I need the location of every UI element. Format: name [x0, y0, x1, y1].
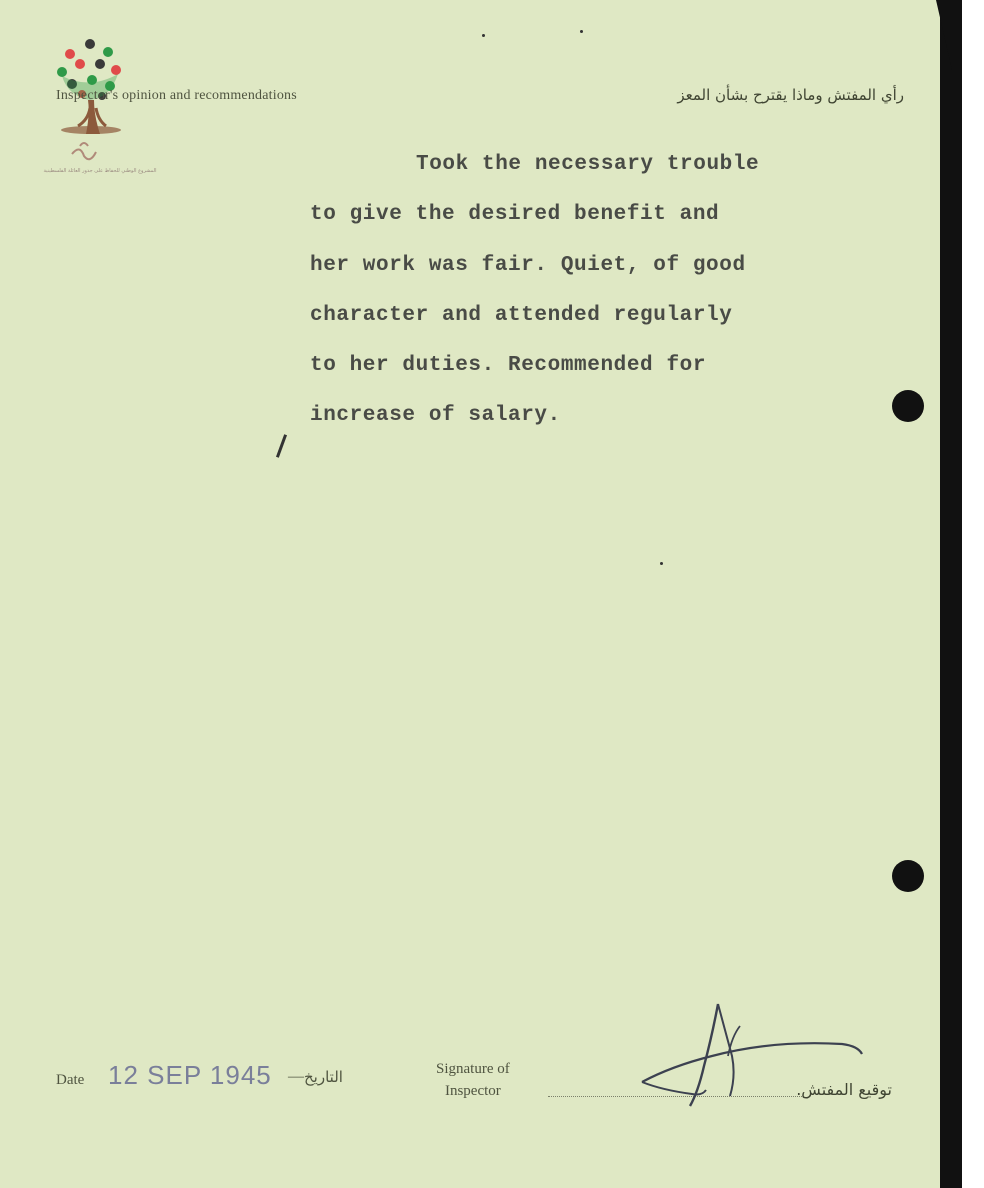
report-line: Took the necessary trouble [416, 153, 760, 176]
punch-hole [892, 860, 924, 892]
arabic-heading: رأي المفتش وماذا يقترح بشأن المعز [677, 86, 904, 104]
logo-caption: المشروع الوطني للحفاظ على جذور العائلة الفلسطينية [43, 168, 157, 174]
english-heading: Inspector's opinion and recommendations [56, 88, 297, 103]
signature-label-line2: Inspector [444, 1083, 501, 1099]
paper-speck [580, 30, 583, 33]
report-line: increase of salary. [310, 404, 561, 428]
scan-edge-fold [936, 0, 952, 70]
paper-speck [660, 562, 663, 565]
paper-speck [482, 34, 485, 37]
date-dash: — [288, 1068, 304, 1085]
date-label: Date [56, 1072, 85, 1088]
report-line: character and attended regularly [310, 303, 733, 327]
scan-edge [940, 0, 962, 1188]
report-line: to her duties. Recommended for [310, 354, 707, 378]
report-line: to give the desired benefit and [310, 203, 720, 227]
signature-label-arabic: توقيع المفتش. [796, 1080, 892, 1099]
punch-hole [892, 390, 924, 422]
handwritten-signature [632, 996, 872, 1116]
pen-tick-mark [276, 434, 287, 458]
signature-label-line1: Signature of [436, 1061, 510, 1077]
report-line: her work was fair. Quiet, of good [310, 253, 746, 277]
date-stamp: 12 SEP 1945 [108, 1060, 272, 1090]
report-text [310, 140, 759, 442]
signature-label [436, 1058, 510, 1102]
date-label-arabic: التاريخ [304, 1068, 343, 1086]
